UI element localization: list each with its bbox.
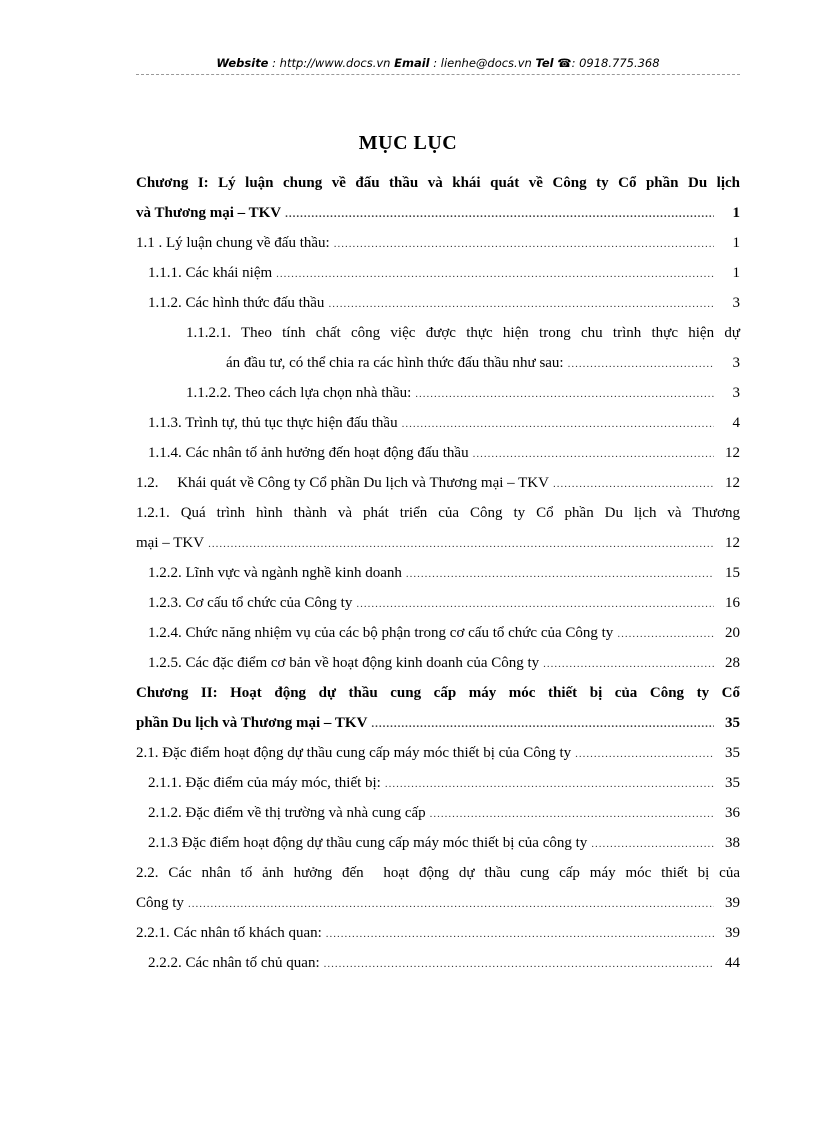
toc-entry-text: 1.2. Khái quát về Công ty Cổ phần Du lịch và Thương mại – TKV: [136, 475, 549, 491]
toc-entry-text-cont: phần Du lịch và Thương mại – TKV: [136, 715, 368, 731]
page-header: [136, 56, 740, 70]
toc-page-number: 3: [732, 385, 740, 401]
toc-entry-1-1-3[interactable]: [136, 408, 740, 438]
dot-leader: [575, 739, 714, 769]
dot-leader: [385, 769, 714, 799]
toc-page-number: 35: [725, 775, 740, 791]
toc-entry-1-1[interactable]: [136, 228, 740, 258]
toc-entry-1-2-3[interactable]: [136, 588, 740, 618]
toc-page-number: 35: [725, 745, 740, 761]
dot-leader: [188, 889, 714, 919]
email-label: Email: [394, 56, 430, 70]
toc-page-number: 12: [725, 445, 740, 461]
dot-leader: [415, 379, 714, 409]
dot-leader: [553, 469, 714, 499]
toc-page-number: 16: [725, 595, 740, 611]
toc-entry-text: 2.1.3 Đặc điểm hoạt động dự thầu cung cấp máy móc thiết bị của công ty: [148, 835, 588, 851]
toc-entry-text: 1.1.2.2. Theo cách lựa chọn nhà thầu:: [186, 385, 412, 401]
dot-leader: [371, 709, 714, 739]
toc-page-number: 28: [725, 655, 740, 671]
toc-page-number: 1: [732, 205, 740, 221]
dot-leader: [334, 229, 714, 259]
toc-page-number: 4: [732, 415, 740, 431]
dot-leader: [543, 649, 714, 679]
toc-page-number: 12: [725, 535, 740, 551]
page-title: MỤC LỤC: [358, 132, 458, 154]
toc-page-number: 39: [725, 895, 740, 911]
toc-entry-text: 2.1. Đặc điểm hoạt động dự thầu cung cấp máy móc thiết bị của Công ty: [136, 745, 572, 761]
website-value: : http://www.docs.vn: [272, 56, 391, 70]
toc-page-number: 3: [732, 295, 740, 311]
toc-entry-text: 1.1.2.1. Theo tính chất công việc được thực hiện trong chu trình thực hiện dự: [186, 325, 740, 341]
toc-entry-text: 1.2.5. Các đặc điểm cơ bản về hoạt động kinh doanh của Công ty: [148, 655, 540, 671]
email-value: : lienhe@docs.vn: [433, 56, 532, 70]
toc-entry-2-2[interactable]: [136, 858, 740, 918]
toc-page-number: 20: [725, 625, 740, 641]
tel-label: Tel: [535, 56, 554, 70]
dot-leader: [473, 439, 714, 469]
website-label: Website: [216, 56, 269, 70]
toc-entry-2-1-2[interactable]: [136, 798, 740, 828]
toc-entry-1-1-2[interactable]: [136, 288, 740, 318]
toc-page-number: 36: [725, 805, 740, 821]
dot-leader: [591, 829, 714, 859]
toc-entry-text: 1.2.2. Lĩnh vực và ngành nghề kinh doanh: [148, 565, 402, 581]
toc-entry-text: 2.1.2. Đặc điểm về thị trường và nhà cung cấp: [148, 805, 426, 821]
dot-leader: [285, 199, 714, 229]
toc-entry-text-cont: Công ty: [136, 895, 184, 911]
toc-entry-1-2[interactable]: [136, 468, 740, 498]
toc-entry-text: 2.2.2. Các nhân tố chủ quan:: [148, 955, 320, 971]
dot-leader: [276, 259, 714, 289]
toc-entry-text: 1.1.3. Trình tự, thủ tục thực hiện đấu thầu: [148, 415, 398, 431]
toc-entry-text: 1.1.1. Các khái niệm: [148, 265, 273, 281]
toc-entry-1-2-2[interactable]: [136, 558, 740, 588]
dot-leader: [356, 589, 714, 619]
toc-page-number: 1: [732, 235, 740, 251]
toc-entry-text: 1.2.3. Cơ cấu tổ chức của Công ty: [148, 595, 353, 611]
toc-entry-1-2-1[interactable]: [136, 498, 740, 558]
toc-entry-1-2-4[interactable]: [136, 618, 740, 648]
toc-entry-text: Chương II: Hoạt động dự thầu cung cấp máy móc thiết bị của Công ty Cổ: [136, 685, 740, 701]
dot-leader: [326, 919, 714, 949]
dot-leader: [568, 349, 714, 379]
toc-entry-1-1-2-2[interactable]: [136, 378, 740, 408]
toc-entry-2-2-1[interactable]: [136, 918, 740, 948]
toc-entry-text-cont: và Thương mại – TKV: [136, 205, 282, 221]
toc-page-number: 3: [732, 355, 740, 371]
toc-entry-text: 1.1.4. Các nhân tố ảnh hưởng đến hoạt động đấu thầu: [148, 445, 469, 461]
toc-entry-chapter-1[interactable]: [136, 168, 740, 228]
dot-leader: [324, 949, 714, 979]
toc-page-number: 44: [725, 955, 740, 971]
dot-leader: [617, 619, 714, 649]
toc-entry-text: 1.2.1. Quá trình hình thành và phát triển của Công ty Cổ phần Du lịch và Thương: [136, 505, 740, 521]
toc-page-number: 12: [725, 475, 740, 491]
toc-entry-2-1-3[interactable]: [136, 828, 740, 858]
phone-icon: ☎: [557, 56, 572, 70]
toc-page-number: 35: [725, 715, 740, 731]
dot-leader: [328, 289, 714, 319]
toc-entry-2-1[interactable]: [136, 738, 740, 768]
toc-entry-text: 2.2.1. Các nhân tố khách quan:: [136, 925, 322, 941]
toc-entry-1-1-2-1[interactable]: [136, 318, 740, 378]
toc-entry-1-1-1[interactable]: [136, 258, 740, 288]
toc-entry-2-1-1[interactable]: [136, 768, 740, 798]
toc-entry-text: 2.1.1. Đặc điểm của máy móc, thiết bị:: [148, 775, 381, 791]
toc-entry-2-2-2[interactable]: [136, 948, 740, 978]
toc-page-number: 15: [725, 565, 740, 581]
dot-leader: [208, 529, 714, 559]
toc-page-number: 38: [725, 835, 740, 851]
toc-page-number: 39: [725, 925, 740, 941]
toc-entry-text-cont: án đầu tư, có thể chia ra các hình thức đấu thầu như sau:: [226, 355, 564, 371]
toc-entry-text: Chương I: Lý luận chung về đấu thầu và khái quát về Công ty Cổ phần Du lịch: [136, 175, 740, 191]
toc-entry-text: 1.2.4. Chức năng nhiệm vụ của các bộ phận trong cơ cấu tổ chức của Công ty: [148, 625, 614, 641]
toc-entry-1-1-4[interactable]: [136, 438, 740, 468]
toc-entry-text: 1.1.2. Các hình thức đấu thầu: [148, 295, 325, 311]
toc-page-number: 1: [732, 265, 740, 281]
toc-entry-text: 2.2. Các nhân tố ảnh hưởng đến hoạt động dự thầu cung cấp máy móc thiết bị của: [136, 865, 740, 881]
tel-value: : 0918.775.368: [571, 56, 660, 70]
dot-leader: [430, 799, 714, 829]
toc-entry-text-cont: mại – TKV: [136, 535, 205, 551]
toc-entry-chapter-2[interactable]: [136, 678, 740, 738]
dot-leader: [402, 409, 714, 439]
toc-entry-text: 1.1 . Lý luận chung về đấu thầu:: [136, 235, 330, 251]
dot-leader: [406, 559, 714, 589]
toc-entry-1-2-5[interactable]: [136, 648, 740, 678]
table-of-contents: [136, 168, 740, 978]
header-divider: [136, 74, 740, 75]
